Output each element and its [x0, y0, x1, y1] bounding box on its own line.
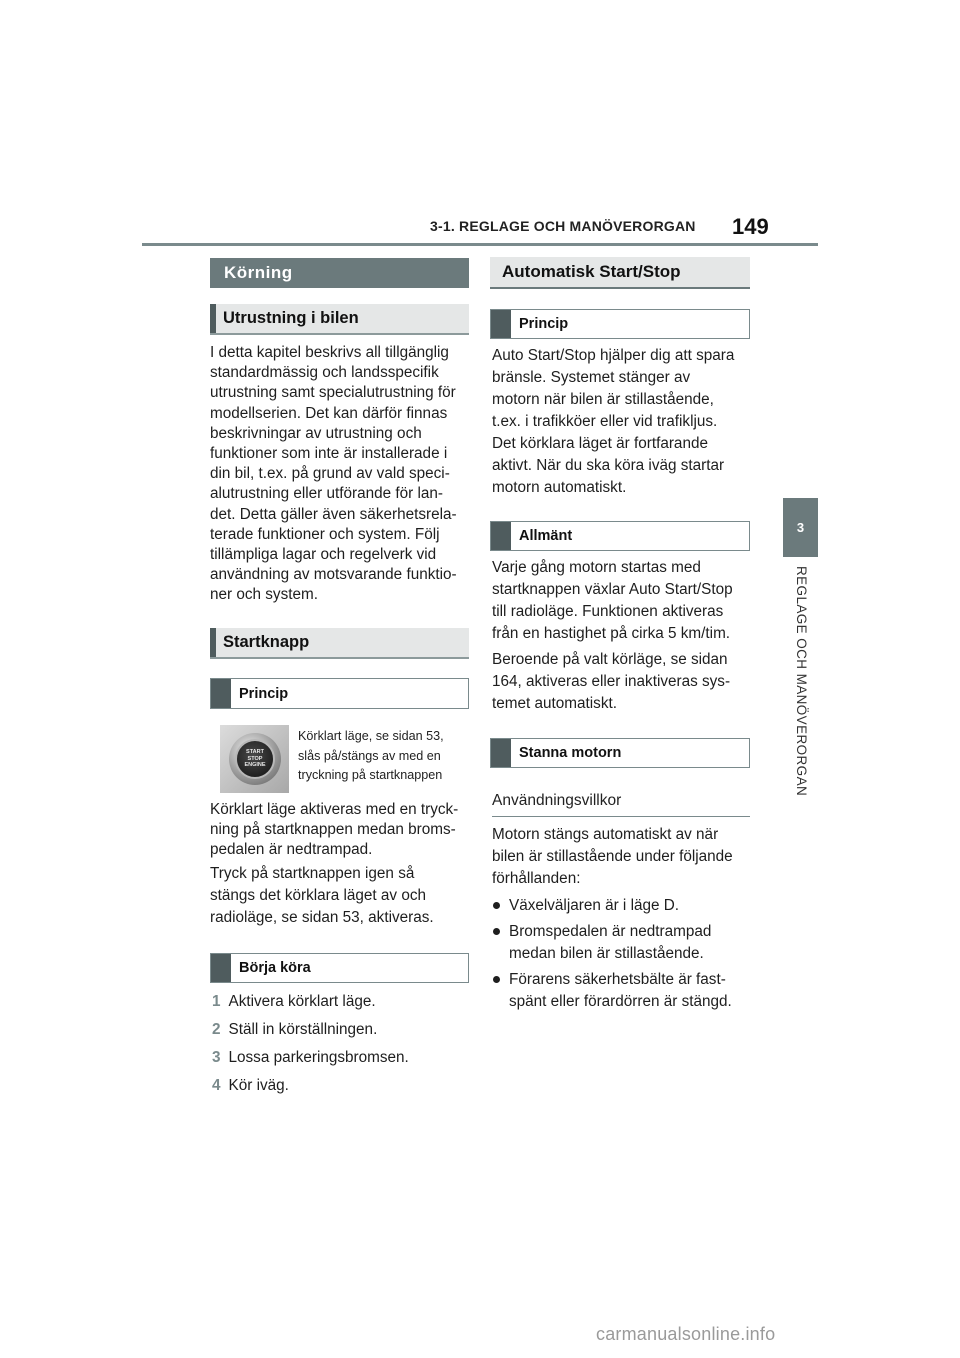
step-number: 1 — [212, 993, 221, 1010]
running-header: 3-1. REGLAGE OCH MANÖVERORGAN — [430, 218, 696, 234]
box-heading-princip-right: Princip — [490, 309, 750, 339]
paragraph-utrustning — [210, 343, 475, 606]
bullet-dot — [493, 976, 500, 983]
step-number: 4 — [212, 1077, 221, 1094]
caption-line: tryckning på startknappen — [298, 768, 443, 782]
text-line: din bil, t.ex. på grund av vald speci- — [210, 465, 450, 483]
header-rule — [142, 243, 818, 246]
watermark-link[interactable]: carmanualsonline.info — [596, 1324, 776, 1344]
list-item — [212, 1044, 477, 1072]
list-item — [492, 969, 754, 1013]
text-line: bilen är stillastående under följande — [492, 848, 733, 865]
subheading-anvandningsvillkor: Användningsvillkor — [492, 785, 750, 817]
bullet-list — [492, 895, 754, 1013]
text-line: alutrustning eller utförande för lan- — [210, 485, 443, 503]
text-line: Beroende på valt körläge, se sidan — [492, 651, 728, 668]
button-ring — [229, 733, 281, 785]
text-line: modellserien. Det kan därför finnas — [210, 404, 448, 422]
list-item — [212, 1072, 477, 1100]
box-heading-borja-kora: Börja köra — [210, 953, 469, 983]
step-number: 3 — [212, 1049, 221, 1066]
list-item — [212, 1016, 477, 1044]
text-line: motorn automatiskt. — [492, 479, 627, 496]
chapter-side-label: REGLAGE OCH MANÖVERORGAN — [794, 566, 809, 797]
text-line: Växelväljaren är i läge D. — [509, 897, 680, 914]
text-line: användning av motsvarande funktio- — [210, 566, 457, 584]
text-line: spänt eller förardörren är stängd. — [509, 993, 732, 1010]
text-line: Motorn stängs automatiskt av när — [492, 826, 719, 843]
caption-line: Körklart läge, se sidan 53, — [298, 729, 444, 743]
list-item — [212, 988, 477, 1016]
text-line: pedalen är nedtrampad. — [210, 841, 373, 859]
list-item — [492, 921, 754, 965]
box-heading-princip: Princip — [210, 678, 469, 709]
subheading-startknapp: Startknapp — [210, 628, 469, 659]
paragraph-allmant-1 — [492, 557, 754, 645]
step-text: Lossa parkeringsbromsen. — [228, 1049, 409, 1066]
step-text: Aktivera körklart läge. — [228, 993, 376, 1010]
text-line: startknappen växlar Auto Start/Stop — [492, 581, 733, 598]
button-label-stop: STOP — [247, 755, 263, 762]
box-heading-allmant: Allmänt — [490, 521, 750, 551]
text-line: ning på startknappen medan broms- — [210, 821, 456, 839]
paragraph-korklart — [210, 800, 475, 861]
box-heading-stanna-motorn: Stanna motorn — [490, 738, 750, 768]
step-number: 2 — [212, 1021, 221, 1038]
bullet-dot — [493, 928, 500, 935]
text-line: funktioner som inte är installerade i — [210, 445, 448, 463]
chapter-tab: 3 — [783, 498, 818, 557]
paragraph-allmant-2 — [492, 649, 754, 715]
text-line: medan bilen är stillastående. — [509, 945, 704, 962]
text-line: från en hastighet på cirka 5 km/tim. — [492, 625, 731, 642]
step-text: Ställ in körställningen. — [228, 1021, 378, 1038]
page-number: 149 — [732, 214, 769, 239]
text-line: Bromspedalen är nedtrampad — [509, 923, 712, 940]
text-line: Tryck på startknappen igen så — [210, 865, 415, 882]
button-label-engine: ENGINE — [244, 762, 266, 769]
text-line: beskrivningar av utrustning och — [210, 424, 422, 442]
subheading-utrustning: Utrustning i bilen — [210, 304, 469, 335]
text-line: Förarens säkerhetsbälte är fast- — [509, 971, 726, 988]
list-item — [492, 895, 754, 917]
paragraph-villkor — [492, 824, 754, 890]
text-line: motorn när bilen är stillastående, — [492, 391, 714, 408]
text-line: det. Detta gäller även säkerhetsrela- — [210, 505, 457, 523]
text-line: Auto Start/Stop hjälper dig att spara — [492, 347, 735, 364]
text-line: temet automatiskt. — [492, 695, 617, 712]
start-stop-button-image — [220, 725, 289, 793]
text-line: tillämpliga lagar och regelverk vid — [210, 546, 437, 564]
text-line: I detta kapitel beskrivs all tillgänglig — [210, 344, 449, 361]
bullet-dot — [493, 902, 500, 909]
text-line: 164, aktiveras eller inaktiveras sys- — [492, 673, 731, 690]
image-caption — [298, 727, 473, 786]
text-line: aktivt. När du ska köra iväg startar — [492, 457, 725, 474]
text-line: utrustning samt specialutrustning för — [210, 384, 456, 402]
step-text: Kör iväg. — [228, 1077, 289, 1094]
text-line: stängs det körklara läget av och — [210, 887, 426, 904]
text-line: standardmässig och landsspecifik — [210, 364, 439, 382]
text-line: t.ex. i trafikköer eller vid trafikljus. — [492, 413, 718, 430]
text-line: Körklart läge aktiveras med en tryck- — [210, 801, 459, 818]
button-face — [235, 739, 275, 779]
caption-line: slås på/stängs av med en — [298, 748, 441, 763]
text-line: ner och system. — [210, 586, 318, 604]
text-line: till radioläge. Funktionen aktiveras — [492, 603, 724, 620]
steps-list — [212, 988, 477, 1100]
section-heading-auto-start-stop: Automatisk Start/Stop — [490, 257, 750, 289]
paragraph-tryck — [210, 863, 475, 929]
text-line: Varje gång motorn startas med — [492, 559, 701, 576]
text-line: förhållanden: — [492, 870, 581, 887]
text-line: bränsle. Systemet stänger av — [492, 369, 691, 386]
text-line: radioläge, se sidan 53, aktiveras. — [210, 909, 434, 926]
paragraph-princip-right — [492, 345, 754, 499]
section-heading-korning: Körning — [210, 258, 469, 288]
button-label-start: START — [246, 749, 264, 756]
text-line: Det körklara läget är fortfarande — [492, 435, 708, 452]
text-line: terade funktioner och system. Följ — [210, 525, 440, 543]
